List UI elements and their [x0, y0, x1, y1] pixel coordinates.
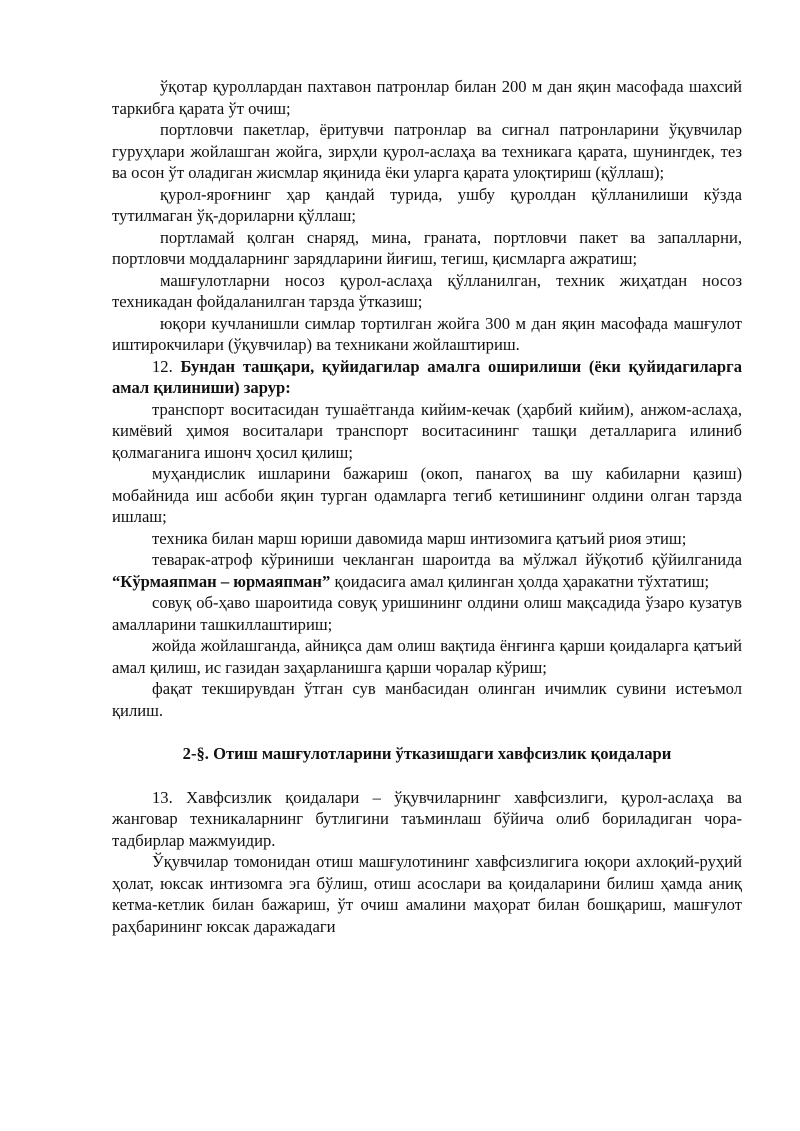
paragraph-9: муҳандислик ишларини бажариш (окоп, панагоҳ ва шу кабиларни қазиш) мобайнида иш асбоби яқин турган одамларга тегиб кетишининг олдини олган тарзда ишлаш;	[112, 464, 742, 526]
paragraph-12: совуқ об-ҳаво шароитида совуқ уришининг олдини олиш мақсадида ўзаро кузатув амалларини ташкиллаштириш;	[112, 593, 742, 634]
clause-number: 12.	[152, 356, 173, 376]
paragraph-2: портловчи пакетлар, ёритувчи патронлар ва сигнал патронларини ўқувчилар гуруҳлари жойлашган жойга, зирҳли қурол-аслаҳа ва техникага қарата, шунингдек, тез ва осон ўт оладиган жисмлар яқинида ёки уларга қарата улоқтириш (қўллаш);	[112, 120, 742, 182]
spacer	[112, 765, 742, 787]
paragraph-11-text-b: қоидасига амал қилинган ҳолда ҳаракатни тўхтатиш;	[330, 571, 710, 591]
paragraph-3: қурол-яроғнинг ҳар қандай турида, ушбу қуролдан қўлланилиши кўзда тутилмаган ўқ-дориларни қўллаш;	[112, 184, 742, 225]
paragraph-13: жойда жойлашганда, айниқса дам олиш вақтида ёнғинга қарши қоидаларга қатъий амал қилиш, ис газидан заҳарланишга қарши чоралар кўриш;	[112, 636, 742, 677]
paragraph-16: Ўқувчилар томонидан отиш машғулотининг хавфсизлигига юқори ахлоқий-руҳий ҳолат, юксак интизомга эга бўлиш, отиш асослари ва қоидаларини билиш ҳамда аниқ кетма-кетлик билан бажариш, ўт очиш амалини маҳорат билан бошқариш, машғулот раҳбарининг юксак даражадаги	[112, 852, 742, 936]
document-body	[112, 76, 742, 937]
paragraph-11-text-a: теварак-атроф кўриниши чекланган шароитда ва мўлжал йўқотиб қўйилганида	[152, 550, 742, 569]
paragraph-1: ўқотар қуроллардан пахтавон патронлар билан 200 м дан яқин масофада шахсий таркибга қарата ўт очиш;	[112, 77, 742, 118]
section-heading: 2-§. Отиш машғулотларини ўтказишдаги хавфсизлик қоидалари	[182, 744, 672, 763]
paragraph-8: транспорт воситасидан тушаётганда кийим-кечак (ҳарбий кийим), анжом-аслаҳа, кимёвий ҳимоя воситалари транспорт воситасининг ташқи деталларига илиниб қолмаганига ишонч ҳосил қилиш;	[112, 399, 742, 462]
paragraph-6: юқори кучланишли симлар тортилган жойга 300 м дан яқин масофада машғулот иштирокчилари (ўқувчилар) ва техникани жойлаштириш.	[112, 313, 742, 354]
paragraph-11-bold: “Кўрмаяпман – юрмаяпман”	[112, 571, 331, 591]
paragraph-10: техника билан марш юриши давомида марш интизомига қатъий риоя этиш;	[152, 528, 687, 548]
paragraph-14: фақат текширувдан ўтган сув манбасидан олинган ичимлик сувини истеъмол қилиш.	[112, 679, 742, 720]
paragraph-11	[112, 549, 742, 592]
paragraph-15: 13. Хавфсизлик қоидалари – ўқувчиларнинг хавфсизлиги, қурол-аслаҳа ва жанговар техникаларнинг бутлигини таъминлаш бўйича олиб бориладиган чора-тадбирлар мажмуидир.	[112, 787, 742, 850]
spacer	[112, 721, 742, 743]
paragraph-4: портламай қолган снаряд, мина, граната, портловчи пакет ва запалларни, портловчи моддаларнинг зарядларини йиғиш, тегиш, қисмларга ажратиш;	[112, 227, 742, 268]
paragraph-12-intro	[112, 356, 742, 399]
clause-bold-text: Бундан ташқари, қуйидагилар амалга оширилиши (ёки қуйидагиларга амал қилиниши) зарур:	[112, 356, 742, 397]
paragraph-5: машғулотларни носоз қурол-аслаҳа қўлланилган, техник жиҳатдан носоз техникадан фойдаланилган тарзда ўтказиш;	[112, 270, 742, 311]
